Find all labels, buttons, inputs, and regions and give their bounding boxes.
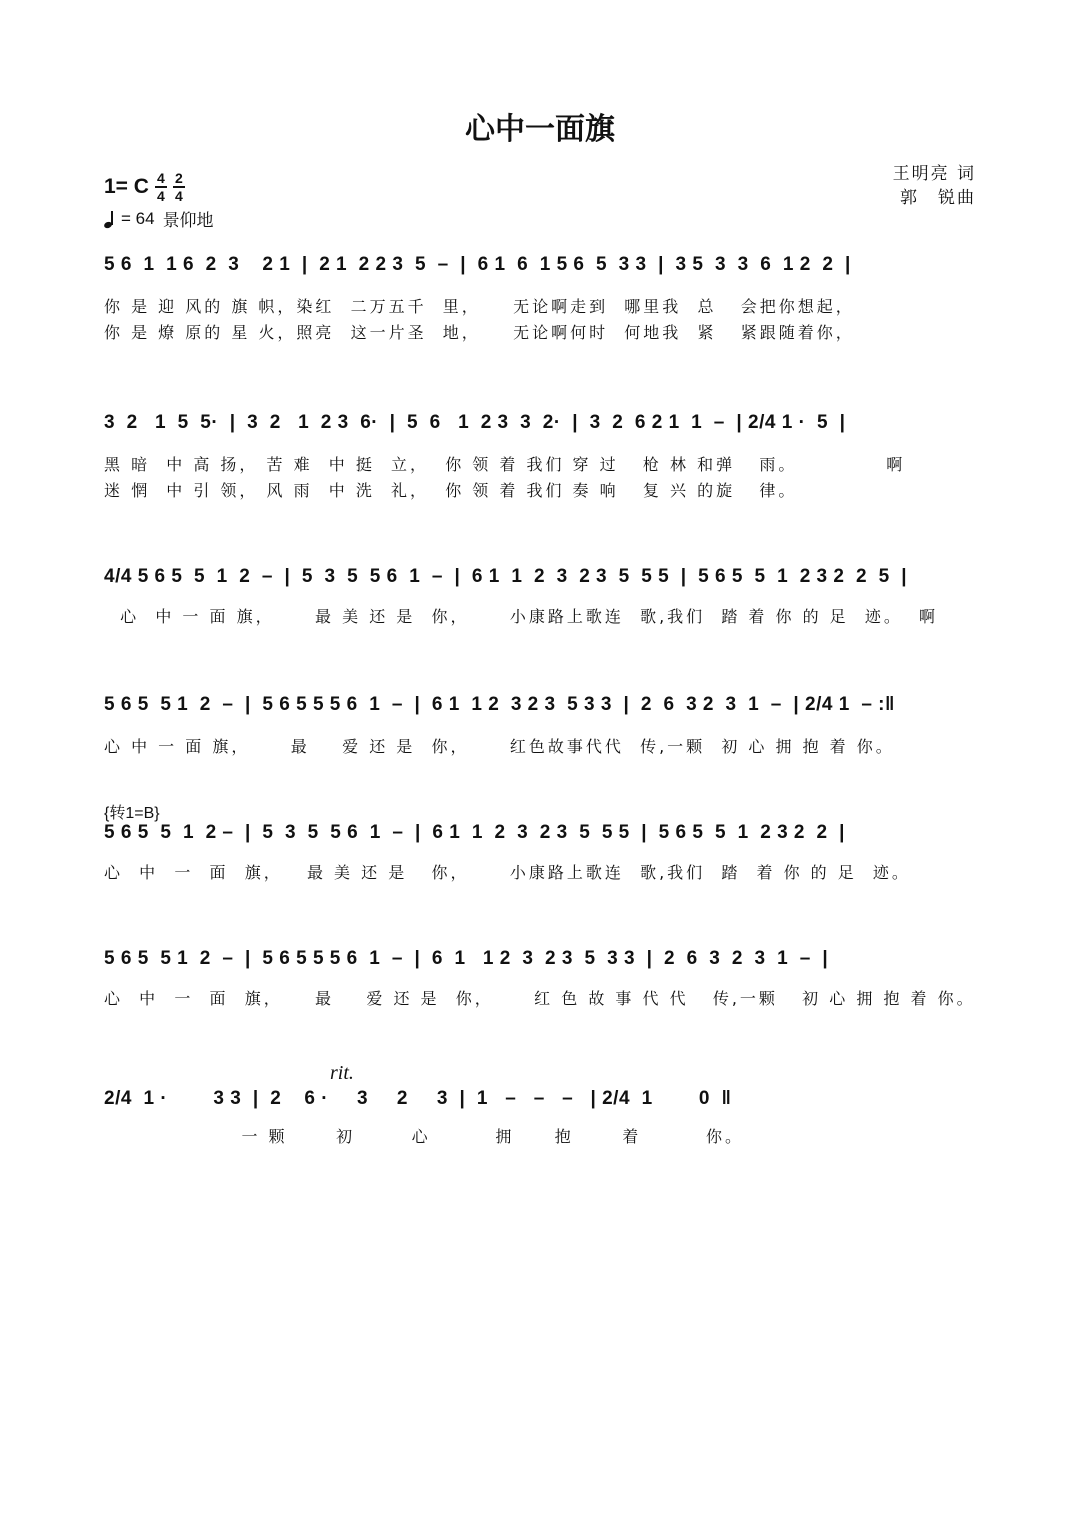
quarter-note-icon	[104, 210, 117, 228]
lyric-chorus: 心 中 一 面 旗， 最 美 还 是 你， 小康路上歌连 歌,我们 踏 着 你 的 足 迹。 啊	[104, 607, 939, 626]
ritardando-marking: rit.	[330, 1062, 354, 1084]
lyric-verse-1: 黑 暗 中 高 扬， 苦 难 中 挺 立， 你 领 着 我们 穿 过 枪 林 和弹 雨。 啊	[104, 455, 906, 474]
lyric-verse-1: 你 是 迎 风的 旗 帜，染红 二万五千 里， 无论啊走到 哪里我 总 会把你想起，	[104, 297, 855, 316]
notation-line: 2/4 1 · 3 3 | 2 6 · 3 2 3 | 1 – – – | 2/4 1 0 ‖	[104, 1088, 732, 1109]
composer-credit: 郭 锐曲	[900, 188, 976, 208]
tempo-expression: 景仰地	[162, 211, 214, 230]
notation-line: 5 6 5 5 1 2 – | 5 6 5 5 5 6 1 – | 6 1 1 2 3 2 3 5 3 3 | 2 6 3 2 3 1 – | 2/4 1 – :‖	[104, 694, 895, 715]
tempo-bpm: = 64	[121, 208, 155, 228]
notation-line: 5 6 1 1 6 2 3 2 1 | 2 1 2 2 3 5 – | 6 1 6 1 5 6 5 3 3 | 3 5 3 3 6 1 2 2 |	[104, 254, 851, 275]
lyricist-credit: 王明亮 词	[892, 164, 976, 184]
credits	[893, 162, 976, 210]
lyric-chorus: 心 中 一 面 旗， 最 爱 还 是 你， 红 色 故 事 代 代 传,一颗 初 心 拥 抱 着 你。	[104, 989, 976, 1008]
lyric-chorus: 心 中 一 面 旗， 最 爱 还 是 你， 红色故事代代 传,一颗 初 心 拥 抱 着 你。	[104, 737, 895, 756]
page-title: 心中一面旗	[465, 112, 615, 147]
modulation-marking: {转1=B}	[104, 805, 160, 822]
lyric-verse-2: 迷 惘 中 引 领， 风 雨 中 洗 礼， 你 领 着 我们 奏 响 复 兴 的旋 律。	[104, 481, 798, 500]
lyric-chorus: 心 中 一 面 旗， 最 美 还 是 你， 小康路上歌连 歌,我们 踏 着 你 的 足 迹。	[104, 863, 911, 882]
lyric-verse-2: 你 是 燎 原的 星 火，照亮 这一片圣 地， 无论啊何时 何地我 紧 紧跟随着你，	[104, 323, 855, 342]
key-signature	[104, 170, 185, 204]
time-signature-2-4: $\frac{2}{4}$	[173, 171, 185, 203]
notation-line: 5 6 5 5 1 2 – | 5 3 5 5 6 1 – | 6 1 1 2 3 2 3 5 5 5 | 5 6 5 5 1 2 3 2 2 |	[104, 822, 845, 843]
tempo-marking	[104, 206, 214, 231]
notation-line: 4/4 5 6 5 5 1 2 – | 5 3 5 5 6 1 – | 6 1 1 2 3 2 3 5 5 5 | 5 6 5 5 1 2 3 2 2 5 |	[104, 566, 908, 587]
notation-line: 3 2 1 5 5· | 3 2 1 2 3 6· | 5 6 1 2 3 3 2· | 3 2 6 2 1 1 – | 2/4 1 · 5 |	[104, 412, 846, 433]
notation-line: 5 6 5 5 1 2 – | 5 6 5 5 5 6 1 – | 6 1 1 2 3 2 3 5 3 3 | 2 6 3 2 3 1 – |	[104, 948, 829, 969]
lyric-ending: 一 颗 初 心 拥 抱 着 你。	[104, 1127, 744, 1146]
key-label: 1= C	[104, 175, 149, 198]
time-signature-4-4: $\frac{4}{4}$	[155, 171, 167, 203]
